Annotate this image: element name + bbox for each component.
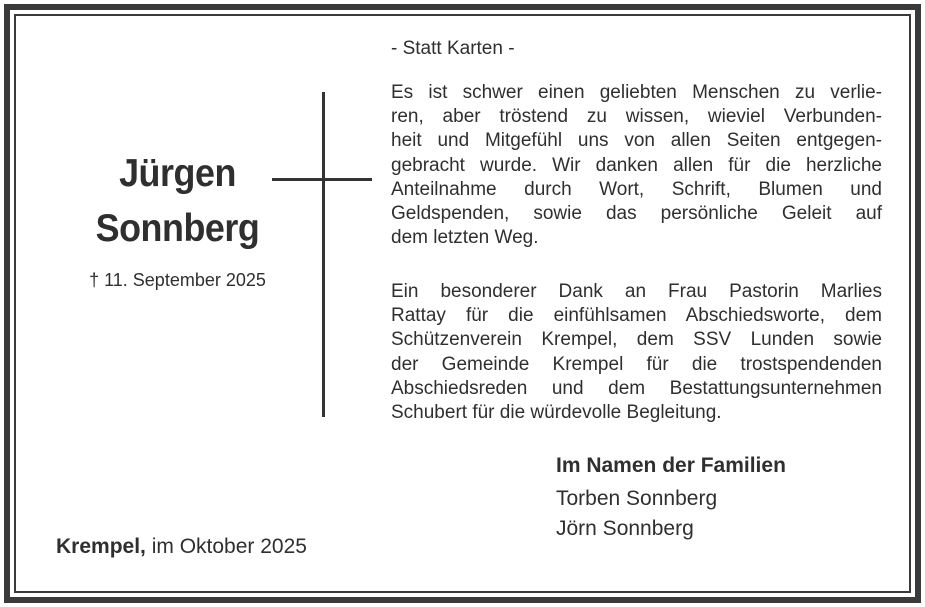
cross-horizontal-bar xyxy=(272,178,372,181)
death-date: † 11. September 2025 xyxy=(89,270,266,290)
deceased-first-name: Jürgen xyxy=(119,152,236,195)
signature-name: Jörn Sonnberg xyxy=(556,517,694,540)
paragraph-line: Anteilnahme durch Wort, Schrift, Blumen und xyxy=(391,178,882,200)
paragraph-line: gebracht wurde. Wir danken allen für die herzliche xyxy=(391,154,882,176)
paragraph-line: Schubert für die würdevolle Begleitung. xyxy=(391,402,722,424)
statt-karten-header: - Statt Karten - xyxy=(391,38,515,59)
paragraph-line: Abschiedsreden und dem Bestattungsunternehmen xyxy=(391,377,882,399)
paragraph-line: Ein besonderer Dank an Frau Pastorin Marlies xyxy=(391,281,882,302)
paragraph-line: heit und Mitgefühl uns von allen Seiten entgegen- xyxy=(391,130,882,152)
signature-heading: Im Namen der Familien xyxy=(556,454,786,477)
cross-vertical-bar xyxy=(322,92,325,417)
paragraph-line: der Gemeinde Krempel für die trostspendenden xyxy=(391,353,882,375)
paragraph-line: Geldspenden, sowie das persönliche Geleit auf xyxy=(391,203,882,225)
place-date-line xyxy=(56,535,307,559)
place-name: Krempel, xyxy=(56,535,146,558)
paragraph-line: Schützenverein Krempel, dem SSV Lunden sowie xyxy=(391,329,882,351)
date-text: im Oktober 2025 xyxy=(151,535,307,558)
thanks-paragraph-2 xyxy=(391,280,882,425)
paragraph-line: Rattay für die einfühlsamen Abschiedsworte, dem xyxy=(391,305,882,327)
signature-name: Torben Sonnberg xyxy=(556,487,718,510)
deceased-last-name: Sonnberg xyxy=(95,207,260,250)
paragraph-line: Es ist schwer einen geliebten Menschen zu verlie- xyxy=(391,82,882,103)
thanks-paragraph-1 xyxy=(391,81,882,250)
paragraph-line: ren, aber tröstend zu wissen, wieviel Verbunden- xyxy=(391,106,882,128)
paragraph-line: dem letzten Weg. xyxy=(391,227,539,249)
